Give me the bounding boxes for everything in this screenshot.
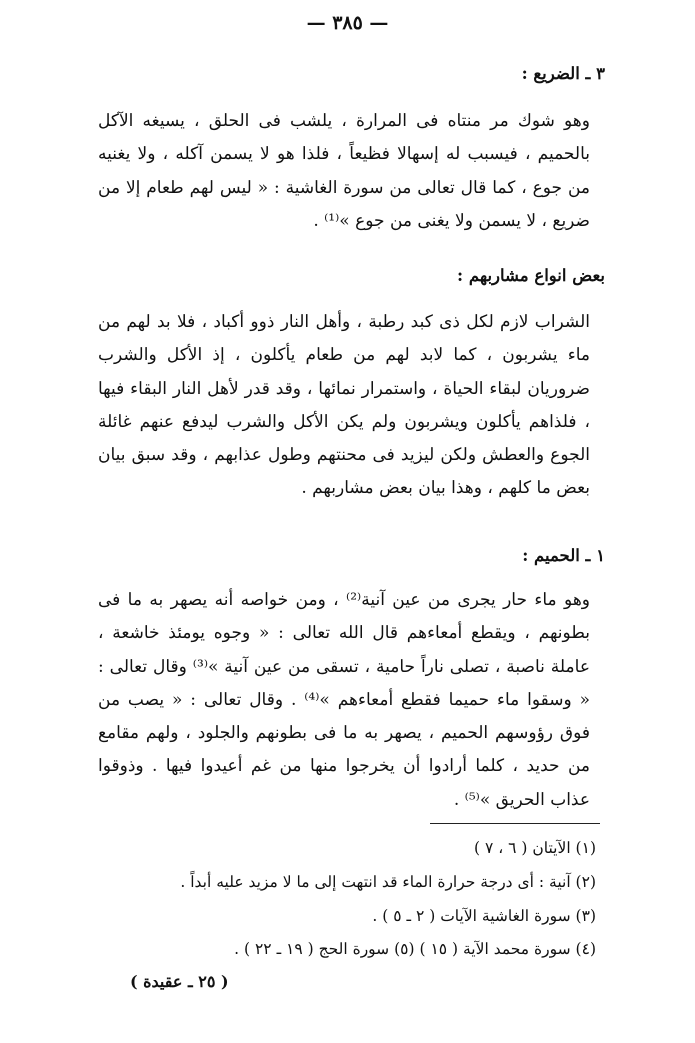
section-heading-drinks: بعض انواع مشاربهم :: [457, 266, 605, 285]
footnote-4: (٤) سورة محمد الآية ( ١٥ ) (٥) سورة الحج ( ١٩ ـ ٢٢ ) .: [234, 940, 596, 959]
section-heading-hamim: ١ ـ الحميم :: [522, 546, 605, 565]
section-paragraph-dari: وهو شوك مر منتاه فى المرارة ، يلشب فى الحلق ، يسيغه الآكل بالحميم ، فيسبب له إسهالا فظيعاً ، فلذا هو لا يسمن آكله ، ولا يغنيه من جوع ، كما قال تعالى من سورة الغاشية : « ليس لهم طعام إلا من ضريع ، لا يسمن ولا يغنى من جوع »⁽¹⁾ .: [98, 111, 590, 231]
signature-mark: ( ٢٥ ـ عقيدة ): [130, 972, 229, 991]
footnote-1: (١) الآيتان ( ٦ ، ٧ ): [473, 839, 596, 857]
footnote-divider: [430, 823, 600, 824]
section-paragraph-hamim: وهو ماء حار يجرى من عين آنية⁽²⁾ ، ومن خواصه أنه يصهر به ما فى بطونهم ، ويقطع أمعاءهم قال الله تعالى : « وجوه يومئذ خاشعة ، عاملة ناصبة ، تصلى ناراً حامية ، تسقى من عين آنية »⁽³⁾ وقال تعالى : « وسقوا ماء حميما فقطع أمعاءهم »⁽⁴⁾ . وقال تعالى : « يصب من فوق رؤوسهم الحميم ، يصهر به ما فى بطونهم والجلود ، ولهم مقامع من حديد ، كلما أرادوا أن يخرجوا منها من غم أعيدوا فيها . وذوقوا عذاب الحريق »⁽⁵⁾ .: [98, 590, 590, 810]
footnote-2: (٢) آنية : أى درجة حرارة الماء قد انتهت إلى ما لا مزيد عليه أبداً .: [180, 872, 596, 891]
footnote-3: (٣) سورة الغاشية الآيات ( ٢ ـ ٥ ) .: [372, 906, 596, 925]
footnotes: [128, 832, 596, 967]
section-heading-dari: ٣ ـ الضريع :: [521, 64, 605, 83]
section-paragraph-drinks: الشراب لازم لكل ذى كبد رطبة ، وأهل النار ذوو أكباد ، فلا بد لهم من ماء يشربون ، كما لابد لهم من طعام يأكلون ، إذ الأكل والشرب ضروريان لبقاء الحياة ، واستمرار نمائها ، وقد قدر لأهل النار البقاء فيها ، فلذاهم يأكلون ويشربون ولم يكن الأكل والشرب ليدفع عنهم غائلة الجوع والعطش ولكن ليزيد فى محنتهم وطول عذابهم ، وقد سبق بيان بعض ما كلهم ، وهذا بيان بعض مشاربهم .: [98, 312, 590, 499]
page-number: — ٣٨٥ —: [306, 12, 389, 34]
